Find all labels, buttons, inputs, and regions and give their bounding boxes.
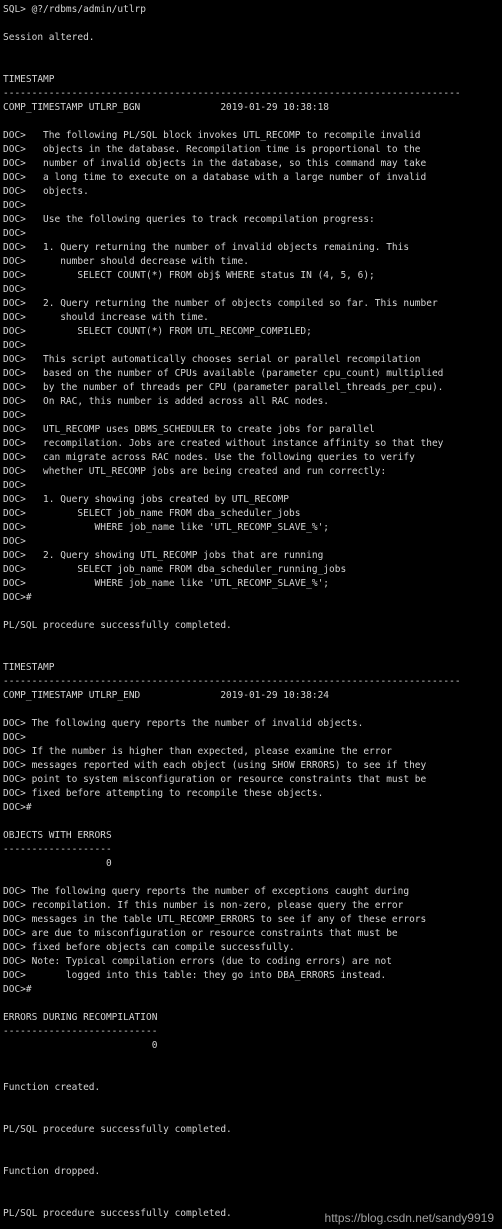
output-line: 0 (3, 858, 112, 869)
doc-comment-line: DOC> The following query reports the number of exceptions caught during (3, 886, 410, 897)
doc-comment-line: DOC> (3, 340, 26, 351)
output-line: Function dropped. (3, 1166, 101, 1177)
doc-comment-line: DOC> (3, 228, 26, 239)
doc-comment-line: DOC> fixed before attempting to recompile these objects. (3, 788, 324, 799)
doc-comment-line: DOC> can migrate across RAC nodes. Use the following queries to verify (3, 452, 415, 463)
blank-line (3, 633, 502, 647)
doc-comment-line: DOC> point to system misconfiguration or resource constraints that must be (3, 774, 427, 785)
doc-comment-line: DOC> number of invalid objects in the database, so this command may take (3, 158, 427, 169)
separator-line: -------------------------------------------------------------------------------- (3, 88, 461, 99)
doc-comment-line: DOC> 2. Query showing UTL_RECOMP jobs that are running (3, 550, 324, 561)
doc-comment-line: DOC> recompilation. Jobs are created without instance affinity so that they (3, 438, 444, 449)
doc-comment-line: DOC> (3, 732, 26, 743)
blank-line (3, 1109, 502, 1123)
doc-comment-line: DOC> objects in the database. Recompilation time is proportional to the (3, 144, 421, 155)
separator-line: ------------------- (3, 844, 112, 855)
doc-comment-line: DOC> by the number of threads per CPU (parameter parallel_threads_per_cpu). (3, 382, 444, 393)
blank-line (3, 1193, 502, 1207)
doc-comment-line: DOC># (3, 802, 32, 813)
doc-comment-line: DOC> This script automatically chooses serial or parallel recompilation (3, 354, 421, 365)
doc-comment-line: DOC> (3, 284, 26, 295)
blank-line (3, 1067, 502, 1081)
doc-comment-line: DOC># (3, 984, 32, 995)
output-line: TIMESTAMP (3, 662, 55, 673)
terminal-output[interactable] (3, 3, 502, 1221)
blank-line (3, 1053, 502, 1067)
output-line: PL/SQL procedure successfully completed. (3, 620, 232, 631)
doc-comment-line: DOC> On RAC, this number is added across all RAC nodes. (3, 396, 330, 407)
doc-comment-line: DOC> (3, 410, 26, 421)
doc-comment-line: DOC> 1. Query showing jobs created by UTL_RECOMP (3, 494, 289, 505)
doc-comment-line: DOC> SELECT COUNT(*) FROM obj$ WHERE status IN (4, 5, 6); (3, 270, 375, 281)
output-line: COMP_TIMESTAMP UTLRP_END 2019-01-29 10:38:24 (3, 690, 330, 701)
output-line: 0 (3, 1040, 158, 1051)
blank-line (3, 647, 502, 661)
blank-line (3, 1151, 502, 1165)
doc-comment-line: DOC> The following PL/SQL block invokes UTL_RECOMP to recompile invalid (3, 130, 421, 141)
separator-line: --------------------------- (3, 1026, 158, 1037)
output-line: PL/SQL procedure successfully completed. (3, 1208, 232, 1219)
output-line: OBJECTS WITH ERRORS (3, 830, 112, 841)
doc-comment-line: DOC> should increase with time. (3, 312, 209, 323)
blank-line (3, 59, 502, 73)
blank-line (3, 703, 502, 717)
blank-line (3, 115, 502, 129)
doc-comment-line: DOC> WHERE job_name like 'UTL_RECOMP_SLAVE_%'; (3, 522, 330, 533)
doc-comment-line: DOC> whether UTL_RECOMP jobs are being created and run correctly: (3, 466, 387, 477)
separator-line: -------------------------------------------------------------------------------- (3, 676, 461, 687)
blank-line (3, 1137, 502, 1151)
doc-comment-line: DOC> SELECT job_name FROM dba_scheduler_running_jobs (3, 564, 347, 575)
blank-line (3, 997, 502, 1011)
output-line: Function created. (3, 1082, 101, 1093)
output-line: TIMESTAMP (3, 74, 55, 85)
sql-prompt-line: SQL> @?/rdbms/admin/utlrp (3, 4, 146, 15)
watermark-text: https://blog.csdn.net/sandy9919 (324, 1211, 494, 1225)
doc-comment-line: DOC> Use the following queries to track recompilation progress: (3, 214, 375, 225)
doc-comment-line: DOC> UTL_RECOMP uses DBMS_SCHEDULER to create jobs for parallel (3, 424, 375, 435)
doc-comment-line: DOC> based on the number of CPUs available (parameter cpu_count) multiplied (3, 368, 444, 379)
output-line: Session altered. (3, 32, 95, 43)
blank-line (3, 605, 502, 619)
blank-line (3, 17, 502, 31)
doc-comment-line: DOC> WHERE job_name like 'UTL_RECOMP_SLAVE_%'; (3, 578, 330, 589)
doc-comment-line: DOC> a long time to execute on a database with a large number of invalid (3, 172, 427, 183)
doc-comment-line: DOC> number should decrease with time. (3, 256, 249, 267)
doc-comment-line: DOC> fixed before objects can compile successfully. (3, 942, 295, 953)
doc-comment-line: DOC> SELECT job_name FROM dba_scheduler_jobs (3, 508, 301, 519)
doc-comment-line: DOC> objects. (3, 186, 89, 197)
doc-comment-line: DOC> logged into this table: they go into DBA_ERRORS instead. (3, 970, 387, 981)
blank-line (3, 871, 502, 885)
doc-comment-line: DOC> recompilation. If this number is non-zero, please query the error (3, 900, 404, 911)
doc-comment-line: DOC> messages reported with each object (using SHOW ERRORS) to see if they (3, 760, 427, 771)
doc-comment-line: DOC> (3, 536, 26, 547)
blank-line (3, 815, 502, 829)
doc-comment-line: DOC> If the number is higher than expected, please examine the error (3, 746, 392, 757)
doc-comment-line: DOC> 1. Query returning the number of invalid objects remaining. This (3, 242, 410, 253)
doc-comment-line: DOC> messages in the table UTL_RECOMP_ERRORS to see if any of these errors (3, 914, 427, 925)
blank-line (3, 45, 502, 59)
doc-comment-line: DOC> (3, 200, 26, 211)
doc-comment-line: DOC> (3, 480, 26, 491)
output-line: COMP_TIMESTAMP UTLRP_BGN 2019-01-29 10:38:18 (3, 102, 330, 113)
doc-comment-line: DOC> Note: Typical compilation errors (due to coding errors) are not (3, 956, 392, 967)
doc-comment-line: DOC> 2. Query returning the number of objects compiled so far. This number (3, 298, 438, 309)
doc-comment-line: DOC># (3, 592, 32, 603)
output-line: ERRORS DURING RECOMPILATION (3, 1012, 158, 1023)
doc-comment-line: DOC> are due to misconfiguration or resource constraints that must be (3, 928, 398, 939)
output-line: PL/SQL procedure successfully completed. (3, 1124, 232, 1135)
doc-comment-line: DOC> SELECT COUNT(*) FROM UTL_RECOMP_COMPILED; (3, 326, 312, 337)
blank-line (3, 1179, 502, 1193)
blank-line (3, 1095, 502, 1109)
doc-comment-line: DOC> The following query reports the number of invalid objects. (3, 718, 364, 729)
